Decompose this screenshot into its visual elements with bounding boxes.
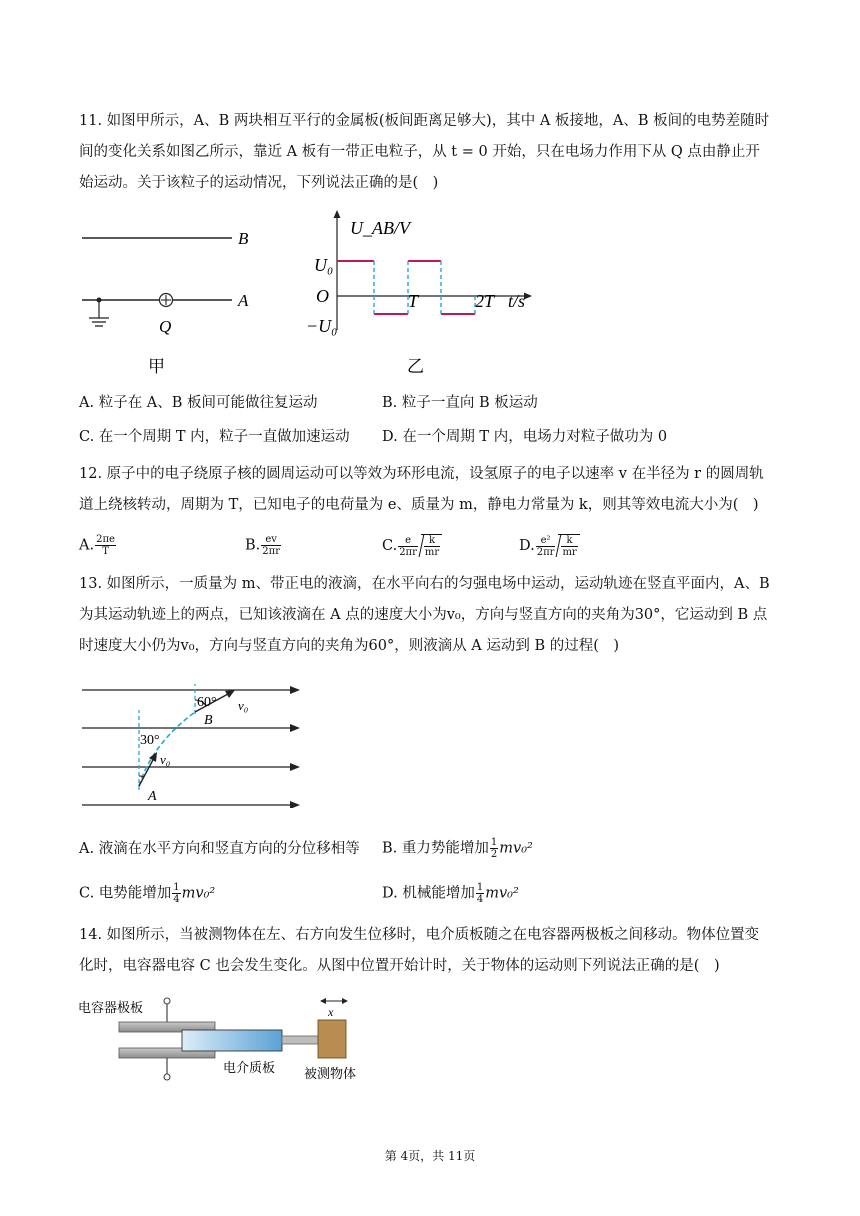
u0-tick: U₀ [314,255,334,275]
xlabel: t/s [508,291,526,311]
denominator: 2πr [399,546,417,558]
denominator: T [102,546,109,557]
sqrt-icon [421,534,442,558]
caption-jia: 甲 [148,357,165,377]
point-b-label: B [204,713,213,728]
q12-option-d [519,534,580,558]
denominator: 4 [476,894,484,905]
q11-stem [79,106,781,199]
sqrt-icon [558,534,579,558]
numerator: 1 [476,882,484,893]
ylabel: U_AB/V [350,218,410,238]
q11-option-b: B. 粒子一直向 B 板运动 [382,395,538,411]
q11-option-c: C. 在一个周期 T 内，粒子一直做加速运动 [79,429,350,445]
fraction [490,837,498,860]
q12-option-b [245,534,282,557]
q12-option-c-label: C. [382,538,398,554]
q11-figure-yi [300,208,540,382]
field-lines [82,690,292,805]
q14-figure [76,992,376,1087]
dielectric-slab [182,1030,282,1051]
angle-60: 60° [197,695,217,710]
label-b: B [238,229,249,248]
q14-stem [79,920,781,982]
q11-option-a: A. 粒子在 A、B 板间可能做往复运动 [79,395,318,411]
label-q: Q [159,317,172,336]
q14-stem-line2: 化时，电容器电容 C 也会发生变化。从图中位置开始计时，关于物体的运动则下列说法正确的是( ) [79,958,720,974]
caption-yi: 乙 [407,357,424,377]
numerator: e² [536,535,556,547]
object-label: 被测物体 [304,1067,357,1082]
x-label: x [328,1005,334,1019]
label-a: A [238,291,249,310]
denominator: mr [562,547,577,558]
q12-option-d-label: D. [519,538,535,554]
q12-option-a-fraction [95,534,116,557]
q12-option-a [79,534,117,557]
origin: O [316,286,329,306]
q12-option-c [382,534,442,558]
denominator: mr [424,547,440,558]
q11-stem-line1: 11. 如图甲所示，A、B 两块相互平行的金属板(板间距离足够大)，其中 A 板接地，A、B 板间的电势差随时 [79,113,770,129]
numerator: k [424,535,440,547]
q11-option-d: D. 在一个周期 T 内，电场力对粒子做功为 0 [382,429,668,445]
q12-stem-line2: 道上绕核转动，周期为 T，已知电子的电荷量为 e、质量为 m，静电力常量为 k，则其等效电流大小为( ) [79,497,759,513]
dielectric-label: 电介质板 [223,1061,276,1076]
neg-u0-tick: −U₀ [306,316,338,336]
page-footer: 第 4页，共 11页 [384,1149,476,1163]
q12-option-b-label: B. [245,537,261,554]
q13-option-d-label: D. 机械能增加 [382,885,475,902]
denominator: 2πr [262,546,280,557]
q12-option-a-label: A. [79,537,95,554]
q13-stem-line1: 13. 如图所示，一质量为 m、带正电的液滴，在水平向右的匀强电场中运动，运动轨迹在竖直平面内，A、B [79,576,770,592]
q12-option-b-fraction [261,534,281,557]
q13-option-b-label: B. 重力势能增加 [382,840,489,857]
numerator: 1 [490,837,498,848]
denominator: 4 [173,894,180,905]
numerator: 2πe [96,534,115,545]
numerator: k [561,535,577,547]
numerator: ev [261,534,281,546]
t-tick: T [408,291,419,311]
formula-tail: mv₀² [485,885,519,902]
formula-tail: mv₀² [499,840,533,857]
q13-option-b [382,837,533,860]
square-wave [337,261,475,314]
numerator: e [398,535,418,547]
wave-transitions [374,261,475,314]
q12-stem [79,459,781,521]
q11-stem-line2: 间的变化关系如图乙所示，靠近 A 板有一带正电粒子，从 t = 0 开始，只在电场力作用下从 Q 点由静止开 [79,144,760,160]
point-a-label: A [148,789,157,804]
q13-option-c [79,882,215,905]
q13-option-c-label: C. 电势能增加 [79,885,172,902]
fraction [476,882,484,905]
denominator: 2πr [536,546,555,558]
plates-label: 电容器极板 [78,1001,144,1016]
denominator: 2 [490,849,498,860]
2t-tick: 2T [475,291,495,311]
v0-label-b: v₀ [238,698,249,713]
fraction [172,882,180,905]
q13-stem [79,569,781,662]
formula-tail: mv₀² [181,885,216,902]
q12-stem-line1: 12. 原子中的电子绕原子核的圆周运动可以等效为环形电流，设氢原子的电子以速率 v 在半径为 r 的圆周轨 [79,466,764,482]
measured-object [318,1020,346,1058]
angle-30: 30° [140,733,160,748]
numerator: 1 [173,882,180,893]
q13-stem-line2: 为其运动轨迹上的两点，已知该液滴在 A 点的速度大小为v₀，方向与竖直方向的夹角为30°，它运动到 B 点 [79,607,768,623]
q13-option-d [382,882,519,905]
q13-stem-line3: 时速度大小仍为v₀，方向与竖直方向的夹角为60°，则液滴从 A 运动到 B 的过程( ) [79,638,620,654]
q11-figure-jia [70,222,270,382]
q14-stem-line1: 14. 如图所示，当被测物体在左、右方向发生位移时，电介质板随之在电容器两极板之间移动。物体位置变 [79,927,760,943]
trajectory [139,712,195,786]
v0-label-a: v₀ [160,752,171,767]
q11-stem-line3: 始运动。关于该粒子的运动情况，下列说法正确的是( ) [79,175,439,191]
q13-option-a: A. 液滴在水平方向和竖直方向的分位移相等 [79,841,360,857]
q13-figure [78,678,308,808]
